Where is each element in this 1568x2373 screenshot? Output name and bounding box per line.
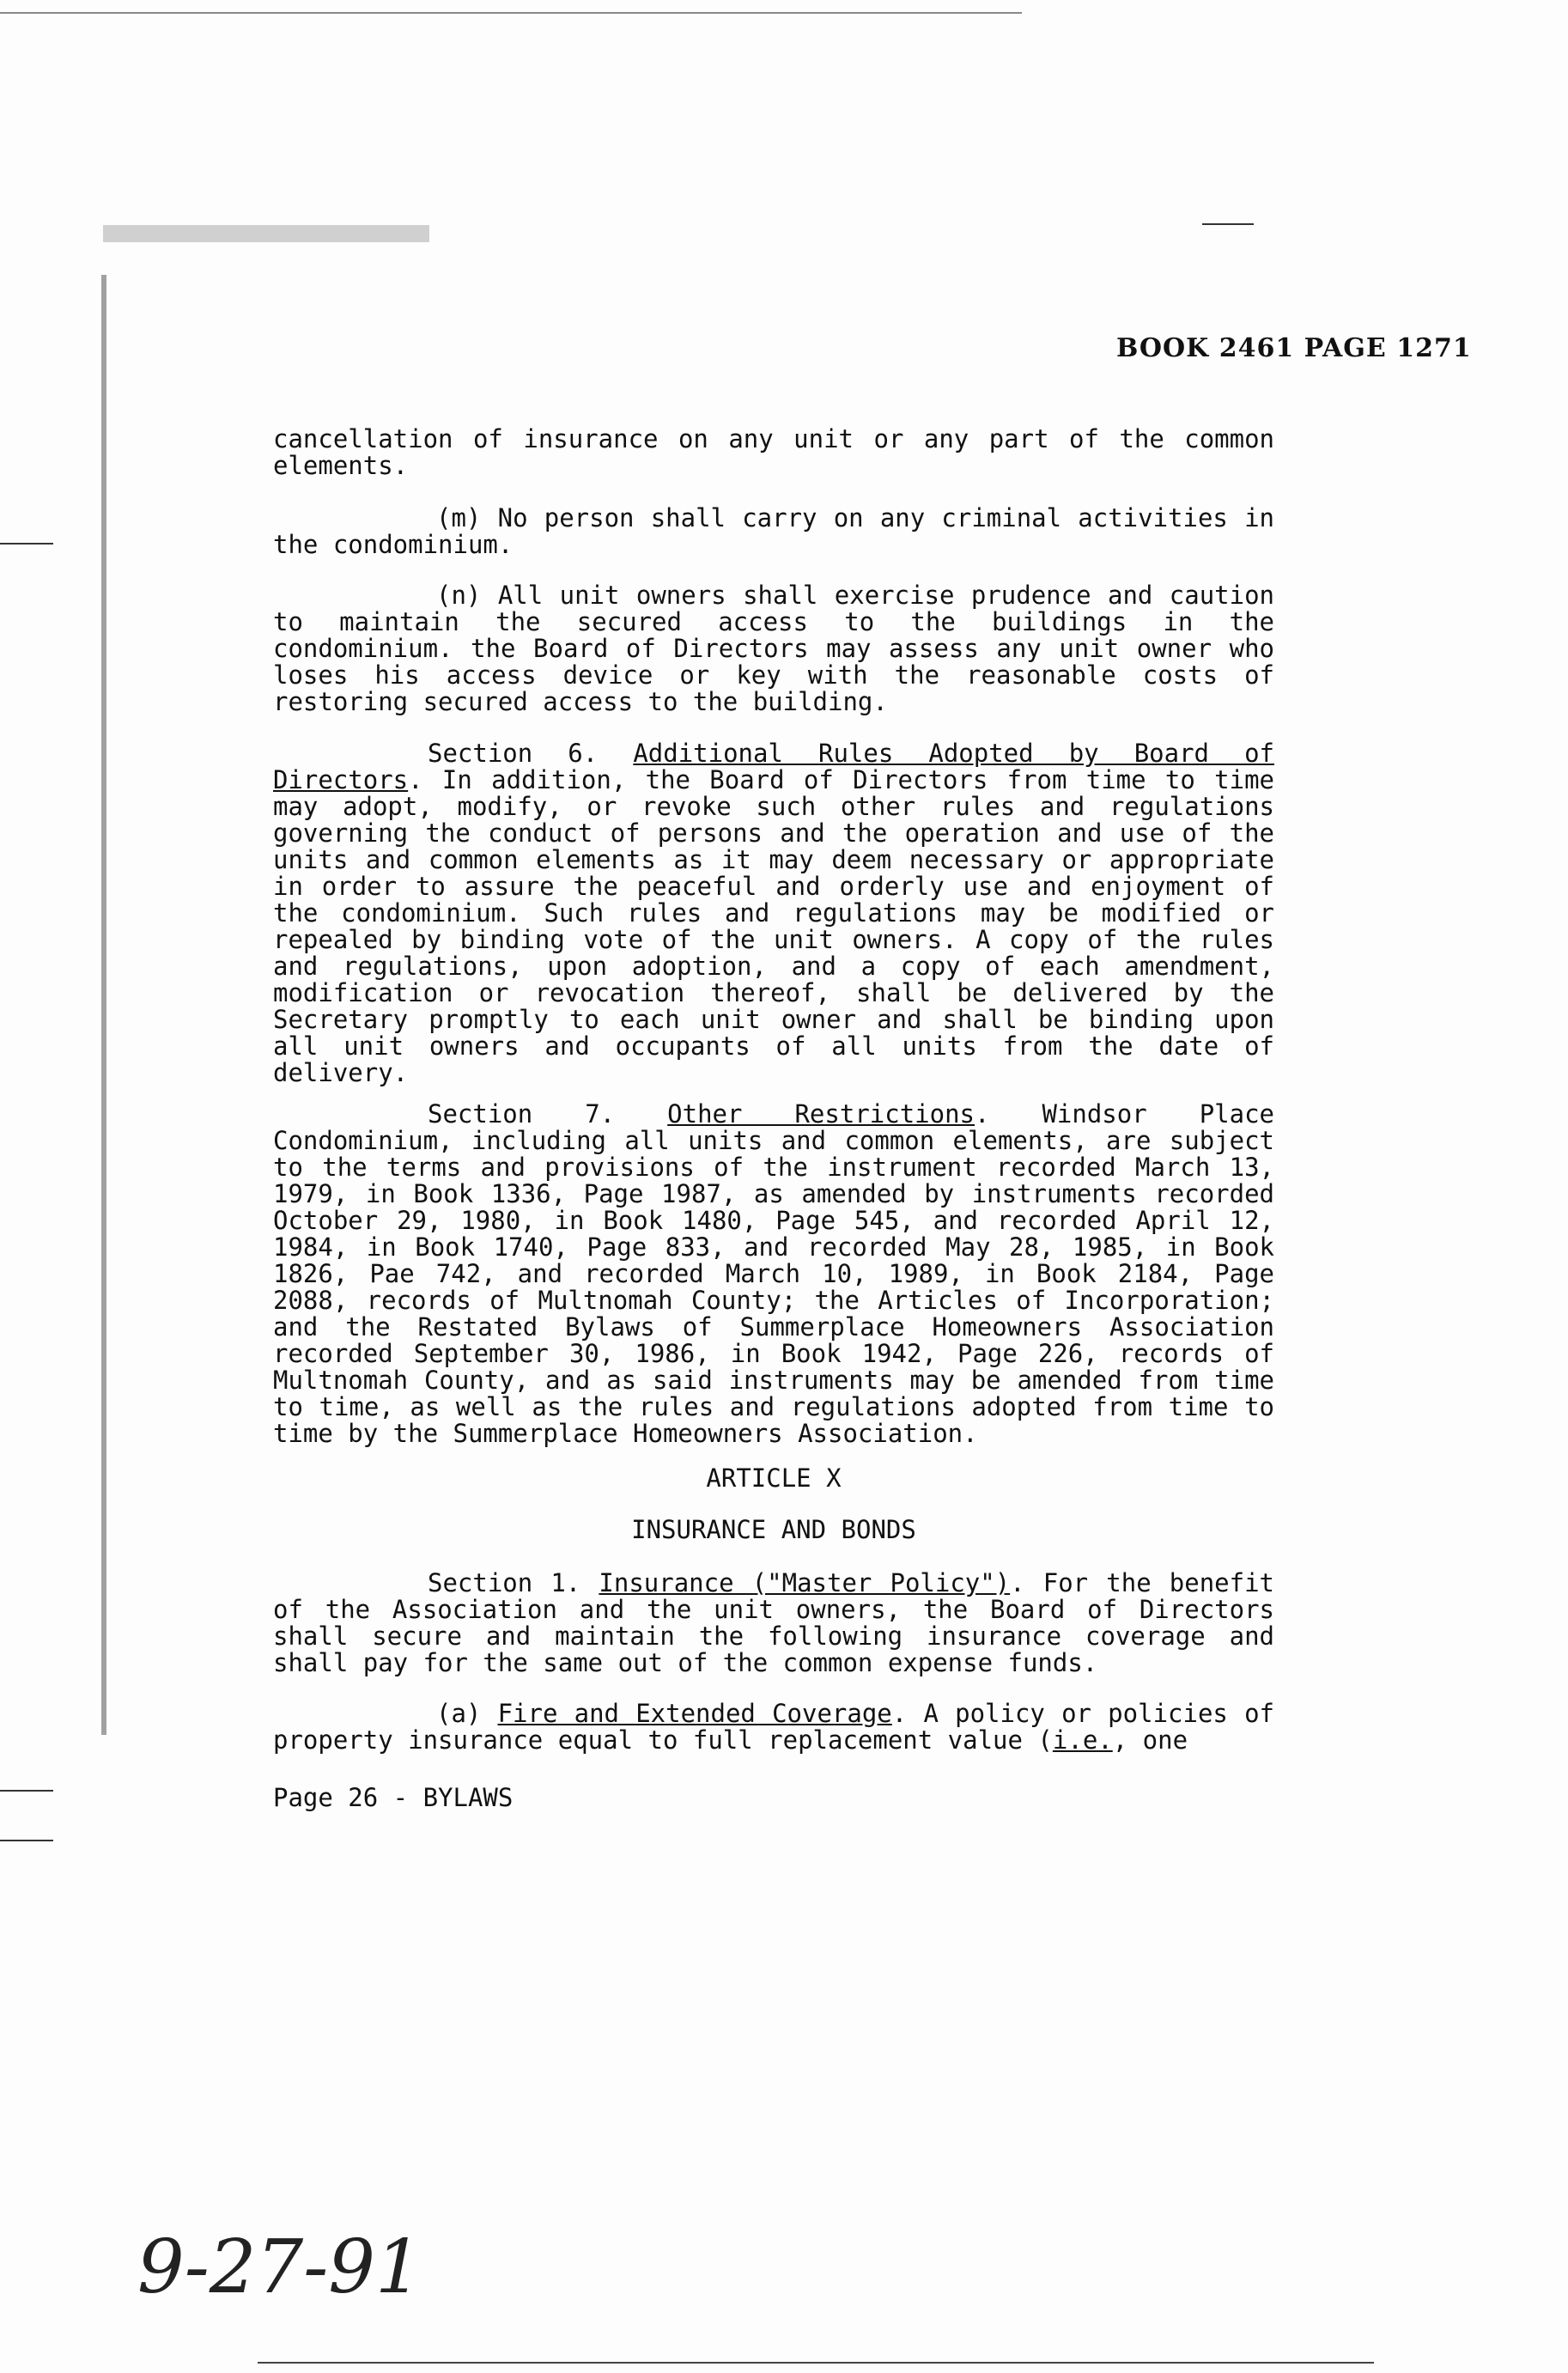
scan-dash-left-2 [0, 1790, 53, 1792]
paragraph-n [273, 582, 1274, 715]
scan-line-bottom [258, 2362, 1374, 2364]
paragraph-m-label: (m) [436, 503, 482, 532]
scan-smudge-top [103, 225, 429, 242]
paragraph-a-title: Fire and Extended Coverage [497, 1699, 892, 1728]
paragraph-m [273, 505, 1274, 558]
scan-border-top [0, 12, 1022, 14]
paragraph-n-text: All unit owners shall exercise prudence and caution to maintain the secured access to the buildings in the condominium. the Board of Directors may assess any unit owner who loses his access device or key with the reasonable costs of restoring secured access to the building. [273, 581, 1275, 716]
book-page-stamp: BOOK 2461 PAGE 1271 [1116, 333, 1472, 363]
article-section-1-label: Section 1. [428, 1568, 581, 1597]
section-6 [273, 740, 1274, 1086]
section-6-text: . In addition, the Board of Directors from time to time may adopt, modify, or revoke such other rules and regulations governing the conduct of persons and the operation and use of the units and common elements as it may deem necessary or appropriate in order to assure the peaceful and orderly use and enjoyment of the condominium. Such rules and regulations may be modified or repealed by binding vote of the unit owners. A copy of the rules and regulations, upon adoption, and a copy of each amendment, modification or revocation thereof, shall be delivered by the Secretary promptly to each unit owner and shall be binding upon all unit owners and occupants of all units from the date of delivery. [273, 765, 1274, 1087]
section-7-text: . Windsor Place Condominium, including all units and common elements, are subject to the terms and provisions of the instrument recorded March 13, 1979, in Book 1336, Page 1987, as amended by instruments recorded October 29, 1980, in Book 1480, Page 545, and recorded April 12, 1984, in Book 1740, Page 833, and recorded May 28, 1985, in Book 1826, Pae 742, and recorded March 10, 1989, in Book 2184, Page 2088, records of Multnomah County; the Articles of Incorporation; and the Restated Bylaws of Summerplace Homeowners Association recorded September 30, 1986, in Book 1942, Page 226, records of Multnomah County, and as said instruments may be amended from time to time, as well as the rules and regulations adopted from time to time by the Summerplace Homeowners Association. [273, 1099, 1274, 1448]
handwritten-date: 9-27-91 [137, 2224, 422, 2310]
article-title: INSURANCE AND BONDS [631, 1515, 916, 1544]
paragraph-m-text: No person shall carry on any criminal activities in the condominium. [273, 503, 1275, 559]
paragraph-n-label: (n) [436, 581, 482, 610]
article-section-1 [273, 1570, 1274, 1676]
article-heading: ARTICLE X [706, 1463, 842, 1493]
paragraph-a-text: . A policy or policies of property insurance equal to full replacement value ( [273, 1699, 1274, 1755]
section-6-title: Additional Rules Adopted by Board of Directors [273, 739, 1274, 794]
scan-dash-right [1202, 223, 1254, 225]
scan-dash-left-3 [0, 1840, 53, 1841]
paragraph-cancellation: cancellation of insurance on any unit or any part of the common elements. [273, 424, 1274, 480]
section-7-label: Section 7. [428, 1099, 616, 1129]
section-7 [273, 1101, 1274, 1447]
section-7-title: Other Restrictions [667, 1099, 975, 1129]
scan-dash-left-1 [0, 543, 53, 545]
article-section-1-title: Insurance ("Master Policy") [599, 1568, 1011, 1597]
paragraph-a-label: (a) [436, 1699, 482, 1728]
section-6-label: Section 6. [428, 739, 599, 768]
paragraph-a [273, 1701, 1274, 1754]
paragraph-a-tail: , one [1112, 1725, 1188, 1755]
page-footer: Page 26 - BYLAWS [273, 1783, 514, 1812]
paragraph-a-ie: i.e. [1052, 1725, 1113, 1755]
article-section-1-text: . For the benefit of the Association and the unit owners, the Board of Directors shall secure and maintain the following insurance coverage and shall pay for the same out of the common expense funds. [273, 1568, 1274, 1677]
scan-edge-left [101, 275, 106, 1735]
